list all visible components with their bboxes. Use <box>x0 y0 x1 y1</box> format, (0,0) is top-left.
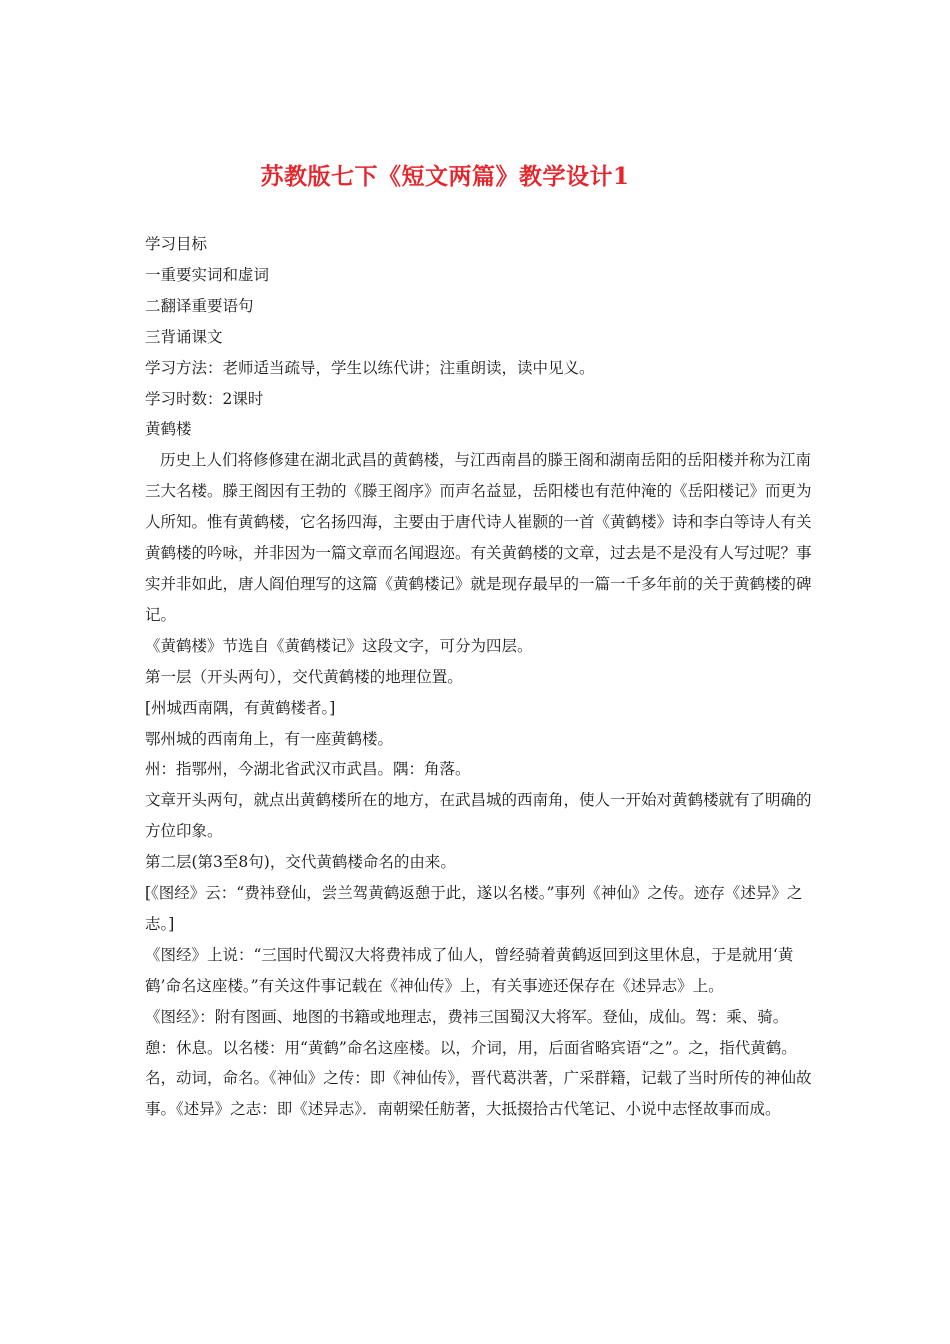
document-body <box>145 229 813 1125</box>
structure-overview: 《黄鹤楼》节选自《黄鹤楼记》这段文字，可分为四层。 <box>145 636 533 655</box>
layer-2-heading: 第二层(第3至8句)，交代黄鹤楼命名的由来。 <box>145 853 456 872</box>
heading-learning-goals: 学习目标 <box>145 235 208 253</box>
layer-1-original-text: [州城西南隅，有黄鹤楼者。] <box>145 698 336 717</box>
layer-2-translation: 《图经》上说：“三国时代蜀汉大将费祎成了仙人，曾经骑着黄鹤返回到这里休息，于是就用‘黄鹤’命名这座楼。”有关这件事记载在《神仙传》上，有关事迹还保存在《述异志》上。 <box>145 945 794 995</box>
layer-1-analysis: 文章开头两句，就点出黄鹤楼所在的地方，在武昌城的西南角，使人一开始对黄鹤楼就有了明确的方位印象。 <box>145 791 812 841</box>
document-title: 苏教版七下《短文两篇》教学设计1 <box>260 163 630 190</box>
layer-1-translation: 鄂州城的西南角上，有一座黄鹤楼。 <box>145 729 394 748</box>
goal-item-3: 三背诵课文 <box>145 327 223 346</box>
section-heading-huanghelou: 黄鹤楼 <box>145 420 192 439</box>
layer-2-original-text: [《图经》云：“费祎登仙，尝兰驾黄鹤返憩于此，遂以名楼。”事列《神仙》之传。迹存《述异》之志。] <box>145 884 803 933</box>
goal-item-1: 一重要实词和虚词 <box>145 265 270 284</box>
layer-2-notes: 《图经》：附有图画、地图的书籍或地理志，费祎三国蜀汉大将军。登仙，成仙。驾：乘、骑。憩：休息。以名楼：用“黄鹤”命名这座楼。以，介词，用，后面省略宾语“之”。之，指代黄鹤。名，动词，命名。《神仙》之传：即《神仙传》，晋代葛洪著，广采群籍，记载了当时所传的神仙故事。《述异》之志：即《述异志》．南朝梁任舫著，大抵掇拾古代笔记、小说中志怪故事而成。 <box>145 1007 812 1119</box>
layer-1-heading: 第一层（开头两句），交代黄鹤楼的地理位置。 <box>145 667 463 686</box>
learning-method: 学习方法：老师适当疏导，学生以练代讲；注重朗读，读中见义。 <box>145 358 595 377</box>
goal-item-2: 二翻译重要语句 <box>145 296 254 315</box>
layer-1-notes: 州：指鄂州，今湖北省武汉市武昌。隅：角落。 <box>145 760 471 779</box>
intro-paragraph: 历史上人们将修修建在湖北武昌的黄鹤楼，与江西南昌的滕王阁和湖南岳阳的岳阳楼并称为江南三大名楼。滕王阁因有王勃的《滕王阁序》而声名益显，岳阳楼也有范仲淹的《岳阳楼记》而更为人所知。惟有黄鹤楼，它名扬四海，主要由于唐代诗人崔颢的一首《黄鹤楼》诗和李白等诗人有关黄鹤楼的吟咏，并非因为一篇文章而名闻遐迩。有关黄鹤楼的文章，过去是不是没有人写过呢？事实并非如此，唐人阎伯理写的这篇《黄鹤楼记》就是现存最早的一篇一千多年前的关于黄鹤楼的碑记。 <box>145 451 812 624</box>
learning-hours: 学习时数：2课时 <box>145 389 264 408</box>
